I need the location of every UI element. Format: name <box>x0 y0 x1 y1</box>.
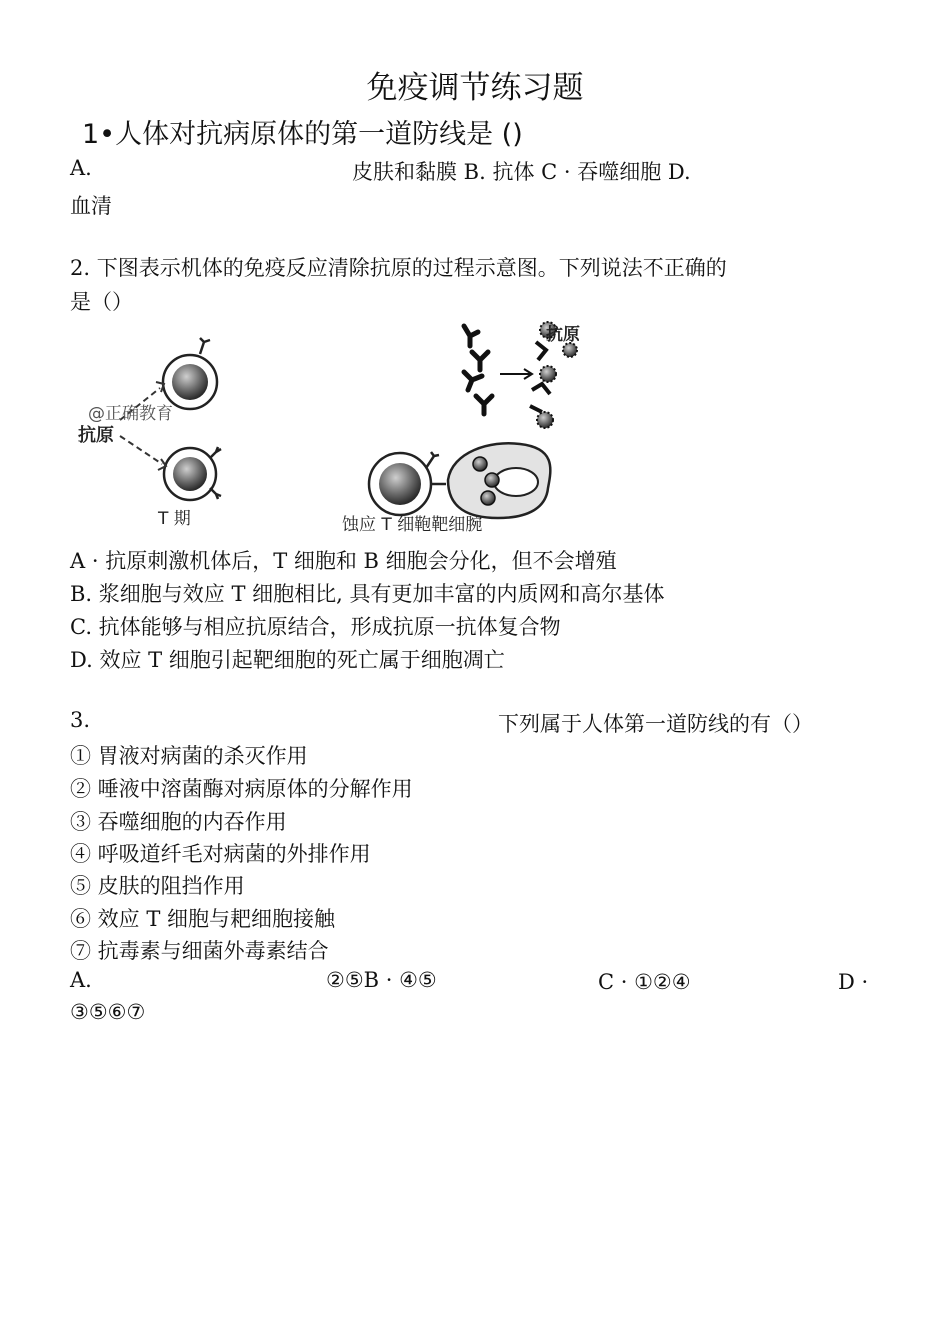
question-1-stem: 1•人体对抗病原体的第一道防线是 () <box>82 119 523 150</box>
effector-t-label: 蚀应 T 细鞄靶细腕 <box>342 515 483 535</box>
q2-option-c: C. 抗体能够与相应抗原结合，形成抗原一抗体复合物 <box>70 615 561 639</box>
question-2-stem-line2: 是（） <box>70 290 133 314</box>
q3-item-6: ⑥ 效应 T 细胞与耙细胞接触 <box>70 907 336 931</box>
q3-item-4: ④ 呼吸道纤毛对病菌的外排作用 <box>70 842 371 866</box>
antibody-icon <box>464 326 492 414</box>
q3-option-a-label: A. <box>70 968 92 992</box>
q1-option-d-wrap: 血清 <box>70 194 112 218</box>
question-3-number: 3. <box>70 708 91 732</box>
b-cell-icon <box>163 338 217 409</box>
arrow-down-icon <box>120 436 162 464</box>
q1-options: 皮肤和黏膜 B. 抗体 C · 吞噬细胞 D. <box>352 160 691 184</box>
watermark-text: @正确教育 <box>88 404 173 424</box>
page-title: 免疫调节练习题 <box>366 70 584 106</box>
question-2-stem-line1: 2. 下图表示机体的免疫反应清除抗原的过程示意图。下列说法不正确的 <box>70 256 727 280</box>
q3-item-3: ③ 吞噬细胞的内吞作用 <box>70 810 287 834</box>
t-phase-label: T 期 <box>158 509 191 529</box>
antigen-label-left: 抗原 <box>78 425 114 446</box>
q3-option-d-wrap: ③⑤⑥⑦ <box>70 1000 146 1024</box>
q2-option-a: A · 抗原刺激机体后，T 细胞和 B 细胞会分化，但不会增殖 <box>70 549 617 573</box>
q2-option-b: B. 浆细胞与效应 T 细胞相比, 具有更加丰富的内质网和高尔基体 <box>70 582 665 606</box>
q3-item-1: ① 胃液对病菌的杀灭作用 <box>70 744 308 768</box>
effector-t-cell-icon <box>369 452 446 515</box>
target-cell-icon <box>448 443 550 518</box>
q3-option-ab: ②⑤B · ④⑤ <box>326 968 437 992</box>
question-3-stem: 下列属于人体第一道防线的有（） <box>498 712 813 736</box>
t-cell-icon <box>164 447 221 500</box>
q1-option-a-label: A. <box>70 156 92 180</box>
q3-item-5: ⑤ 皮肤的阻挡作用 <box>70 874 245 898</box>
antigen-label-right: 抗原 <box>546 325 580 345</box>
q3-item-7: ⑦ 抗毒素与细菌外毒素结合 <box>70 939 329 963</box>
q3-option-c: C · ①②④ <box>598 970 691 994</box>
q3-option-d: D · <box>838 970 869 994</box>
immune-response-figure <box>60 312 580 540</box>
q3-item-2: ② 唾液中溶菌酶对病原体的分解作用 <box>70 777 413 801</box>
q2-option-d: D. 效应 T 细胞引起靶细胞的死亡属于细胞凋亡 <box>70 648 505 672</box>
